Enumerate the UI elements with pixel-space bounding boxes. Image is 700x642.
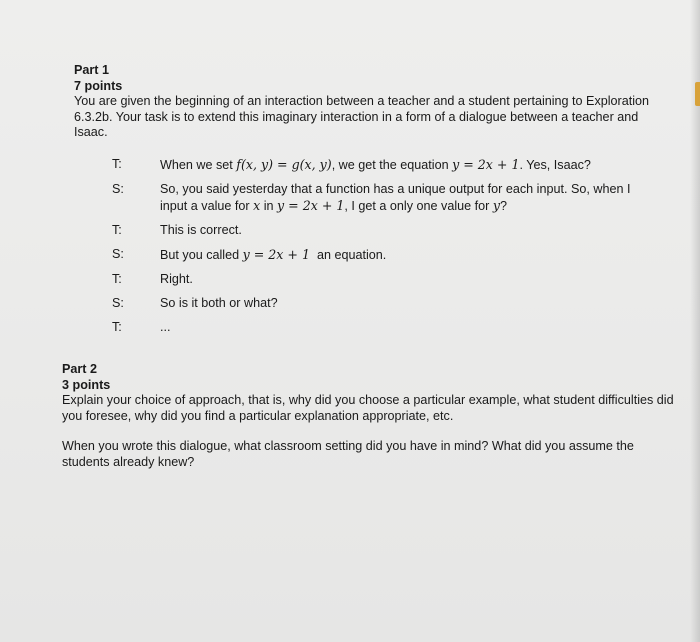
utterance-text: , we get the equation: [331, 158, 453, 172]
dialogue-turn: [112, 182, 632, 214]
utterance: [160, 247, 632, 264]
utterance: ...: [160, 319, 171, 334]
part1-section: [74, 63, 674, 141]
part2-paragraph: Explain your choice of approach, that is, why did you choose a particular example, what student difficulties did you foresee, why did you find a particular explanation appropriate, etc.: [62, 393, 674, 423]
dialogue-turn: [112, 272, 632, 288]
part2-title: Part 2: [62, 362, 98, 376]
part1-points: 7 points: [74, 78, 123, 93]
utterance-text: But you called: [160, 247, 243, 262]
speaker-label: S:: [112, 295, 124, 310]
utterance-text: When we set: [160, 158, 237, 172]
utterance: This is correct.: [160, 222, 242, 237]
utterance-text: in: [260, 198, 278, 213]
speaker-label: T:: [112, 271, 122, 286]
part2-section: [62, 362, 677, 470]
speaker-label: S:: [112, 246, 124, 261]
dialogue-turn: [112, 223, 632, 239]
dialogue-turn: [112, 296, 632, 312]
part2-paragraph: When you wrote this dialogue, what classroom setting did you have in mind? What did you assume the students already knew?: [62, 439, 634, 469]
math-expression: y = 2x + 1: [452, 157, 520, 172]
part1-instructions: You are given the beginning of an interaction between a teacher and a student pertaining to Exploration 6.3.2b. Your task is to extend this imaginary interaction in a form of a dialogue between a teacher and Isaac.: [74, 94, 650, 139]
paragraph-gap: [62, 424, 677, 439]
math-expression: y = 2x + 1: [277, 197, 345, 213]
math-expression: f(x, y) = g(x, y): [236, 157, 332, 172]
dialogue-turn: [112, 247, 632, 264]
part2-points: 3 points: [62, 377, 111, 392]
dialogue-turn: [112, 157, 632, 174]
utterance: So is it both or what?: [160, 295, 278, 310]
utterance: [160, 157, 632, 174]
math-expression: y = 2x + 1: [242, 246, 310, 262]
dialogue: [112, 157, 632, 344]
speaker-label: T:: [112, 319, 122, 334]
utterance-text: So, you said yesterday that a function has a unique output for each input. So, when I input a value for: [160, 182, 631, 213]
speaker-label: S:: [112, 182, 124, 196]
utterance: [160, 182, 632, 214]
utterance-text: ?: [499, 198, 507, 213]
dialogue-turn: [112, 320, 632, 336]
speaker-label: T:: [112, 157, 122, 171]
utterance-text: an equation.: [309, 247, 387, 262]
utterance-text: , I get a only one value for: [344, 198, 493, 213]
math-expression: y: [492, 197, 500, 213]
page-edge-tab: [695, 82, 700, 106]
speaker-label: T:: [112, 222, 122, 237]
utterance-text: . Yes, Isaac?: [519, 158, 591, 172]
math-expression: x: [253, 197, 261, 213]
part1-title: Part 1: [74, 63, 110, 77]
utterance: Right.: [160, 271, 193, 286]
